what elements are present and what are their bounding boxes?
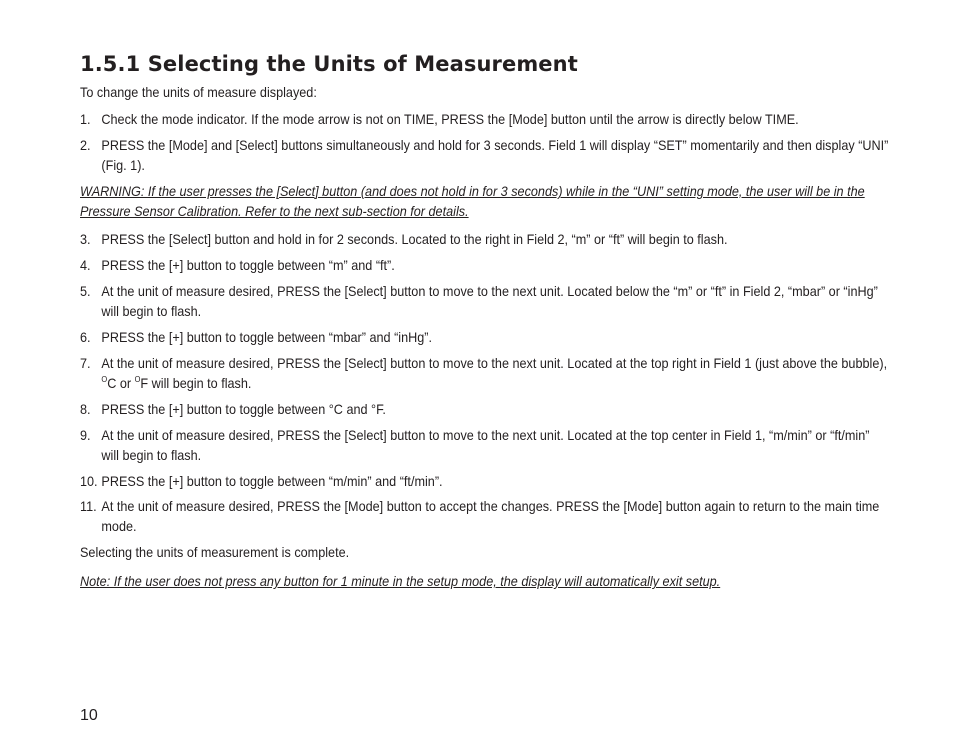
step-text: At the unit of measure desired, PRESS the [Select] button to move to the next unit. Located at the top right in Field 1 (just above the bubble), $^O$C or $^O$F will begin to flash.: [101, 356, 888, 391]
step-7: [80, 354, 890, 394]
step-text: At the unit of measure desired, PRESS the [Select] button to move to the next unit. Located below the “m” or “ft” in Field 2, “mbar” or “inHg” will begin to flash.: [101, 284, 878, 319]
step-text: PRESS the [Select] button and hold in for 2 seconds. Located to the right in Field 2, “m” or “ft” will begin to flash.: [101, 232, 728, 247]
step-5: [80, 282, 890, 322]
step-8: [80, 400, 890, 420]
step-10: [80, 472, 890, 492]
step-text: PRESS the [+] button to toggle between “m/min” and “ft/min”.: [101, 474, 443, 489]
step-text: Check the mode indicator. If the mode arrow is not on TIME, PRESS the [Mode] button until the arrow is directly below TIME.: [101, 112, 799, 127]
step-number: 1.: [80, 112, 91, 127]
step-number: 6.: [80, 330, 91, 345]
step-text: At the unit of measure desired, PRESS the [Select] button to move to the next unit. Located at the top center in Field 1, “m/min” or “ft/min” will begin to flash.: [101, 428, 870, 463]
step-text: At the unit of measure desired, PRESS the [Mode] button to accept the changes. PRESS the [Mode] button again to return to the main time mode.: [101, 499, 880, 534]
completion-text: Selecting the units of measurement is complete.: [80, 545, 350, 560]
step-9: [80, 426, 890, 466]
step-number: 5.: [80, 284, 91, 299]
step-2: [80, 136, 890, 176]
step-text: PRESS the [+] button to toggle between “m” and “ft”.: [101, 258, 395, 273]
step-number: 4.: [80, 258, 91, 273]
step-number: 10.: [80, 474, 98, 489]
step-number: 7.: [80, 356, 91, 371]
section-heading: 1.5.1 Selecting the Units of Measurement: [80, 52, 578, 76]
step-number: 3.: [80, 232, 91, 247]
step-4: [80, 256, 890, 276]
intro-text: To change the units of measure displayed:: [80, 85, 317, 100]
step-6: [80, 328, 890, 348]
page-number: 10: [80, 707, 98, 724]
step-11: [80, 497, 890, 537]
step-number: 9.: [80, 428, 91, 443]
warning-text: WARNING: If the user presses the [Select] button (and does not hold in for 3 seconds) while in the “UNI” setting mode, the user will be in the Pressure Sensor Calibration. Refer to the next sub-section for details.: [80, 184, 865, 219]
note-text: Note: If the user does not press any button for 1 minute in the setup mode, the display will automatically exit setup.: [80, 574, 721, 589]
step-number: 8.: [80, 402, 91, 417]
step-text: PRESS the [+] button to toggle between °C and °F.: [101, 402, 386, 417]
step-text: PRESS the [Mode] and [Select] buttons simultaneously and hold for 3 seconds. Field 1 will display “SET” momentarily and then display “UNI” (Fig. 1).: [101, 138, 889, 173]
step-number: 11.: [80, 499, 97, 514]
step-1: [80, 110, 890, 130]
step-3: [80, 230, 890, 250]
step-text: PRESS the [+] button to toggle between “mbar” and “inHg”.: [101, 330, 433, 345]
step-number: 2.: [80, 138, 91, 153]
